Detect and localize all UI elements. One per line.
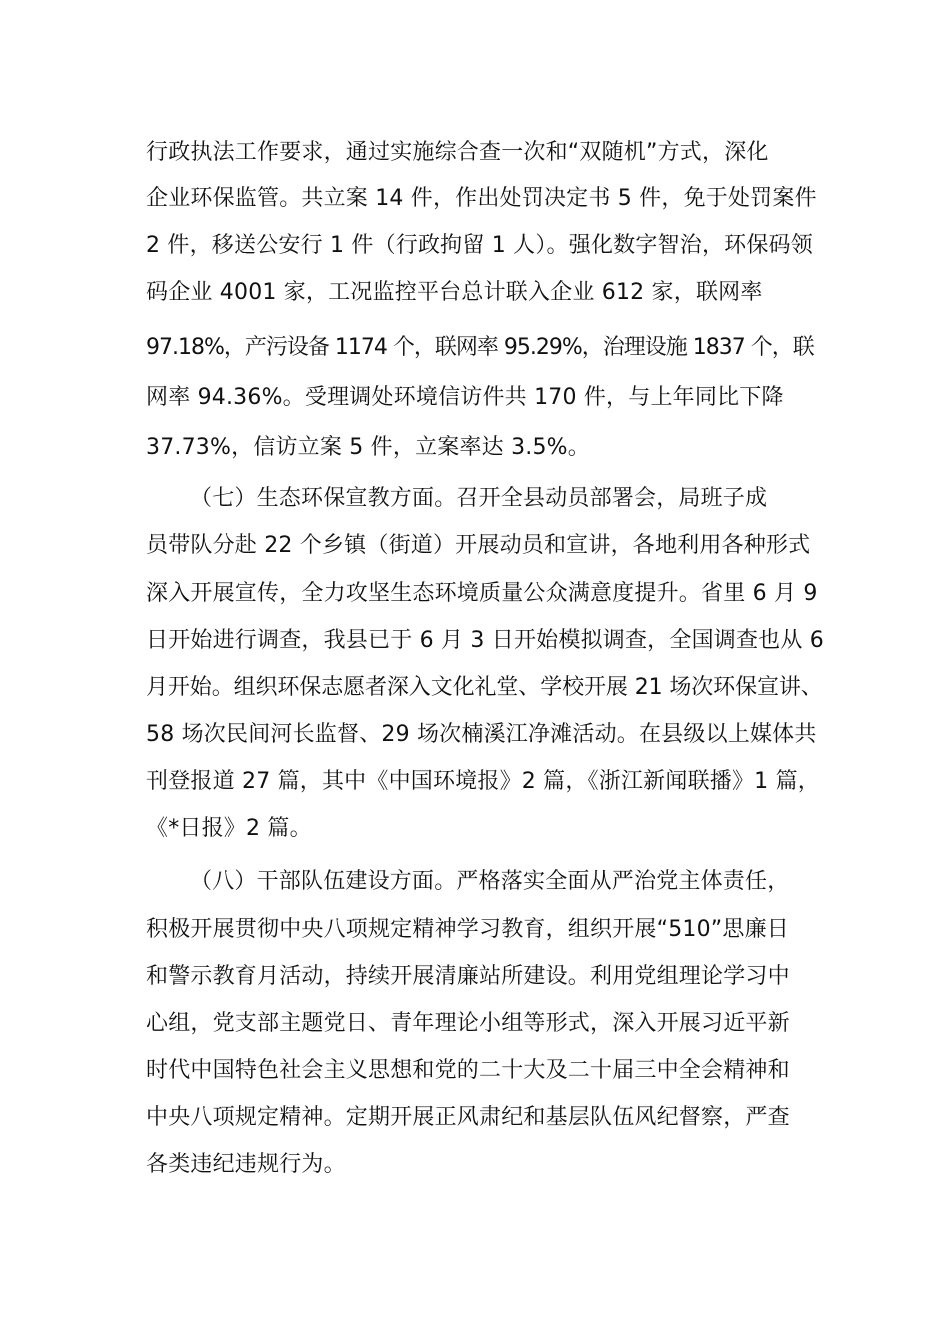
text-line: 时代中国特色社会主义思想和党的二十大及二十届三中全会精神和 (146, 1058, 790, 1083)
text-line: 中央八项规定精神。定期开展正风肃纪和基层队伍风纪督察，严查 (146, 1105, 790, 1130)
text-line: 《*日报》2 篇。 (146, 816, 312, 841)
text-line: 58 场次民间河长监督、29 场次楠溪江净滩活动。在县级以上媒体共 (146, 722, 817, 747)
text-line: 日开始进行调查，我县已于 6 月 3 日开始模拟调查，全国调查也从 6 (146, 628, 824, 653)
section-heading-line: （八）干部队伍建设方面。严格落实全面从严治党主体责任， (190, 869, 790, 894)
text-line: 97.18%，产污设备 1174 个，联网率 95.29%，治理设施 1837 个，联 (146, 335, 814, 360)
text-line: 深入开展宣传，全力攻坚生态环境质量公众满意度提升。省里 6 月 9 (146, 581, 818, 606)
text-line: 2 件，移送公安行 1 件（行政拘留 1 人）。强化数字智治，环保码领 (146, 233, 813, 258)
text-line: 37.73%，信访立案 5 件，立案率达 3.5%。 (146, 435, 590, 460)
text-line: 和警示教育月活动，持续开展清廉站所建设。利用党组理论学习中 (146, 964, 790, 989)
text-line: 行政执法工作要求，通过实施综合查一次和“双随机”方式，深化 (146, 140, 769, 165)
text-line: 心组，党支部主题党日、青年理论小组等形式，深入开展习近平新 (146, 1011, 790, 1036)
text-line: 网率 94.36%。受理调处环境信访件共 170 件，与上年同比下降 (146, 385, 784, 410)
section-heading-line: （七）生态环保宣教方面。召开全县动员部署会，局班子成 (190, 486, 768, 511)
text-line: 积极开展贯彻中央八项规定精神学习教育，组织开展“510”思廉日 (146, 917, 789, 942)
text-line: 员带队分赴 22 个乡镇（街道）开展动员和宣讲，各地利用各种形式 (146, 533, 811, 558)
text-line: 企业环保监管。共立案 14 件，作出处罚决定书 5 件，免于处罚案件 (146, 186, 817, 211)
text-line: 码企业 4001 家，工况监控平台总计联入企业 612 家，联网率 (146, 280, 763, 305)
text-line: 刊登报道 27 篇，其中《中国环境报》2 篇，《浙江新闻联播》1 篇， (146, 769, 820, 794)
text-line: 各类违纪违规行为。 (146, 1152, 346, 1177)
text-line: 月开始。组织环保志愿者深入文化礼堂、学校开展 21 场次环保宣讲、 (146, 675, 823, 700)
